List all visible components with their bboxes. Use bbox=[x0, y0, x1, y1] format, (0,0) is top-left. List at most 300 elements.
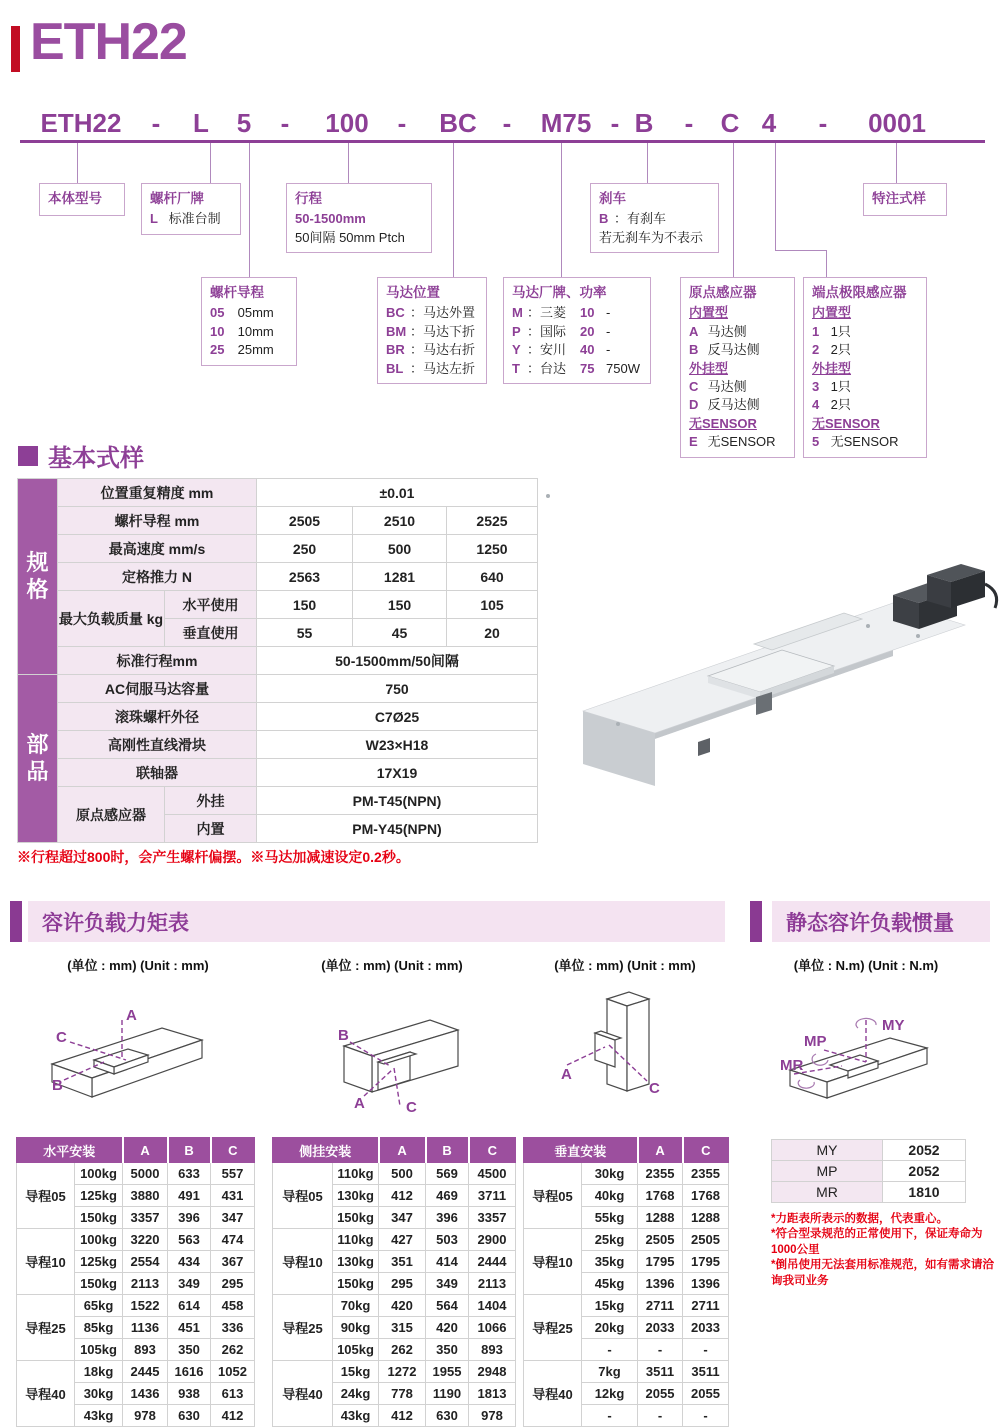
moment-value-cell: 412 bbox=[211, 1405, 255, 1427]
load-mass-cell: 150kg bbox=[75, 1207, 123, 1229]
model-segment: - bbox=[280, 108, 290, 138]
callout-title: 原点感应器 bbox=[689, 285, 757, 300]
callout-row bbox=[599, 229, 710, 247]
load-column-header: A bbox=[123, 1138, 168, 1163]
callout-row bbox=[689, 415, 786, 433]
moment-value-cell: 1436 bbox=[123, 1383, 168, 1405]
callout-limit-sensor bbox=[803, 277, 927, 458]
table-row bbox=[17, 1229, 255, 1251]
connector-line bbox=[896, 143, 897, 183]
moment-value-cell: 350 bbox=[426, 1339, 469, 1361]
callout-code: E bbox=[689, 434, 698, 450]
callout-code: BC bbox=[386, 305, 405, 321]
moment-value-cell: 1288 bbox=[638, 1207, 683, 1229]
spec-sub-label-cell: 水平使用 bbox=[165, 591, 257, 619]
axis-label: A bbox=[561, 1066, 572, 1083]
load-mass-cell: 45kg bbox=[582, 1273, 638, 1295]
load-mass-cell: 125kg bbox=[75, 1251, 123, 1273]
callout-code: C bbox=[689, 378, 699, 394]
moment-value-cell: 1396 bbox=[683, 1273, 729, 1295]
table-row bbox=[17, 1295, 255, 1317]
callout-row bbox=[689, 341, 786, 359]
load-table-header-row bbox=[524, 1138, 729, 1163]
moment-value-cell: 2900 bbox=[469, 1229, 516, 1251]
callout-code: L bbox=[150, 211, 158, 227]
unit-label: (单位 : mm) (Unit : mm) bbox=[554, 958, 696, 973]
model-segment: - bbox=[502, 108, 512, 138]
spec-row bbox=[18, 787, 538, 815]
callout-code: 25 bbox=[210, 342, 225, 358]
callout-title: 马达厂牌、功率 bbox=[512, 285, 607, 300]
spec-value-cell: 1281 bbox=[353, 563, 447, 591]
spec-sub-label-cell: 外挂 bbox=[165, 787, 257, 815]
callout-text: 有刹车 bbox=[627, 211, 667, 227]
lead-group-cell: 导程40 bbox=[17, 1361, 75, 1427]
moment-banner-bar bbox=[10, 901, 22, 942]
spec-sub-label-cell: 内置 bbox=[165, 815, 257, 843]
callout-title: 本体型号 bbox=[48, 191, 102, 206]
moment-value-cell: 2948 bbox=[469, 1361, 516, 1383]
load-table bbox=[16, 1137, 255, 1427]
axis-label: MR bbox=[780, 1057, 804, 1074]
spec-value-cell: 2505 bbox=[257, 507, 353, 535]
callout-subheading: 无SENSOR bbox=[812, 415, 880, 431]
product-image bbox=[548, 496, 1000, 808]
callout-row bbox=[689, 304, 786, 322]
spec-label-cell: AC伺服马达容量 bbox=[58, 675, 257, 703]
callout-row bbox=[512, 341, 642, 359]
load-table-side bbox=[272, 1137, 516, 1427]
spec-value-cell: 45 bbox=[353, 619, 447, 647]
moment-value-cell: 2033 bbox=[638, 1317, 683, 1339]
axis-label: B bbox=[338, 1027, 349, 1044]
moment-value-cell: 262 bbox=[379, 1339, 426, 1361]
moment-value-cell: 350 bbox=[168, 1339, 211, 1361]
inertia-axes-diagram bbox=[780, 1008, 980, 1108]
moment-value-cell: - bbox=[683, 1405, 729, 1427]
callout-power: 40 bbox=[580, 342, 595, 358]
spec-row bbox=[18, 675, 538, 703]
moment-value-cell: 451 bbox=[168, 1317, 211, 1339]
callout-text: 反马达侧 bbox=[707, 397, 760, 413]
lead-group-cell: 导程05 bbox=[524, 1163, 582, 1229]
load-mass-cell: - bbox=[582, 1339, 638, 1361]
callout-row bbox=[812, 415, 918, 433]
load-mass-cell: 100kg bbox=[75, 1229, 123, 1251]
spec-label-cell: 最高速度 mm/s bbox=[58, 535, 257, 563]
spec-section-header bbox=[18, 438, 144, 473]
load-mass-cell: 125kg bbox=[75, 1185, 123, 1207]
moment-banner bbox=[28, 901, 725, 942]
model-segment: - bbox=[397, 108, 407, 138]
inertia-note-line: *倒吊使用无法套用标准规范，如有需求请洽询我司业务 bbox=[771, 1259, 994, 1287]
callout-separator: ： bbox=[614, 211, 628, 227]
spec-note: ※行程超过800时，会产生螺杆偏摆。※马达加减速设定0.2秒。 bbox=[17, 849, 410, 865]
callout-row bbox=[812, 341, 918, 359]
load-column-header: C bbox=[469, 1138, 516, 1163]
callout-row bbox=[812, 396, 918, 414]
callout-text: 05mm bbox=[237, 305, 274, 321]
table-row bbox=[772, 1140, 966, 1161]
callout-subheading: 外挂型 bbox=[689, 360, 729, 376]
lead-group-cell: 导程40 bbox=[273, 1361, 333, 1427]
moment-section-title: 容许负载力矩表 bbox=[42, 911, 189, 935]
callout-text: 标准台制 bbox=[168, 211, 221, 227]
callout-separator: ： bbox=[410, 305, 424, 321]
callout-text: 10mm bbox=[237, 323, 274, 339]
axis-label: MP bbox=[804, 1033, 827, 1050]
axis-label: B bbox=[52, 1077, 63, 1094]
inertia-value-cell: 2052 bbox=[883, 1140, 966, 1161]
load-column-header: A bbox=[379, 1138, 426, 1163]
moment-value-cell: 1768 bbox=[683, 1185, 729, 1207]
callout-text: 安川 bbox=[540, 342, 567, 358]
inertia-axis-cell: MR bbox=[772, 1182, 883, 1203]
callout-origin-sensor bbox=[680, 277, 795, 458]
load-mass-cell: 40kg bbox=[582, 1185, 638, 1207]
spec-label-cell: 最大负载质量 kg bbox=[58, 591, 165, 647]
brand-accent-bar bbox=[11, 26, 20, 72]
lead-group-cell: 导程10 bbox=[524, 1229, 582, 1295]
callout-suffix: - bbox=[606, 342, 611, 358]
callout-code: B bbox=[689, 342, 699, 358]
callout-row bbox=[812, 433, 918, 451]
spec-row bbox=[18, 759, 538, 787]
load-mass-cell: 20kg bbox=[582, 1317, 638, 1339]
load-table-vertical bbox=[523, 1137, 729, 1427]
moment-value-cell: 1955 bbox=[426, 1361, 469, 1383]
inertia-note-line: *力距表所表示的数据，代表重心。 bbox=[771, 1213, 948, 1225]
moment-value-cell: 2505 bbox=[683, 1229, 729, 1251]
callout-row bbox=[689, 378, 786, 396]
load-mass-cell: 130kg bbox=[333, 1251, 379, 1273]
spec-row bbox=[18, 731, 538, 759]
table-row bbox=[772, 1182, 966, 1203]
moment-value-cell: 2444 bbox=[469, 1251, 516, 1273]
load-mass-cell: 43kg bbox=[333, 1405, 379, 1427]
moment-value-cell: 295 bbox=[379, 1273, 426, 1295]
axis-label: MY bbox=[882, 1017, 905, 1034]
callout-code: P bbox=[512, 323, 521, 339]
callout-text: 1只 bbox=[830, 323, 851, 339]
callout-suffix: - bbox=[606, 323, 611, 339]
moment-value-cell: 315 bbox=[379, 1317, 426, 1339]
load-mass-cell: 90kg bbox=[333, 1317, 379, 1339]
moment-value-cell: 3511 bbox=[683, 1361, 729, 1383]
moment-value-cell: 469 bbox=[426, 1185, 469, 1207]
callout-text: 50间隔 50mm Ptch bbox=[295, 229, 405, 245]
moment-value-cell: 2711 bbox=[638, 1295, 683, 1317]
spec-label-cell: 定格推力 N bbox=[58, 563, 257, 591]
moment-value-cell: 778 bbox=[379, 1383, 426, 1405]
callout-title: 特注式样 bbox=[872, 191, 926, 206]
callout-row bbox=[210, 304, 288, 322]
callout-code: M bbox=[512, 305, 523, 321]
load-mass-cell: - bbox=[582, 1405, 638, 1427]
spec-label-cell: 标准行程mm bbox=[58, 647, 257, 675]
callout-value: 50-1500mm bbox=[295, 211, 366, 227]
moment-value-cell: 412 bbox=[379, 1185, 426, 1207]
axis-label: A bbox=[354, 1095, 365, 1112]
callout-row bbox=[386, 341, 478, 359]
connector-line bbox=[210, 143, 211, 183]
callout-code: BM bbox=[386, 323, 407, 339]
table-row bbox=[273, 1163, 516, 1185]
model-segment: 4 bbox=[761, 108, 777, 138]
moment-value-cell: 893 bbox=[123, 1339, 168, 1361]
callout-motor-position bbox=[377, 277, 487, 384]
callout-row bbox=[386, 304, 478, 322]
moment-value-cell: 420 bbox=[426, 1317, 469, 1339]
moment-value-cell: 613 bbox=[211, 1383, 255, 1405]
spec-value-cell: 750 bbox=[257, 675, 538, 703]
lead-group-cell: 导程25 bbox=[524, 1295, 582, 1361]
callout-title: 行程 bbox=[295, 191, 322, 206]
moment-value-cell: 3711 bbox=[469, 1185, 516, 1207]
callout-motor-brand-power bbox=[503, 277, 651, 384]
model-segment: - bbox=[610, 108, 620, 138]
callout-title: 马达位置 bbox=[386, 285, 440, 300]
axis-label: C bbox=[406, 1099, 417, 1116]
inertia-table bbox=[771, 1139, 966, 1203]
load-column-header: C bbox=[211, 1138, 255, 1163]
callout-suffix: - bbox=[606, 305, 611, 321]
load-mass-cell: 105kg bbox=[75, 1339, 123, 1361]
callout-row bbox=[599, 210, 710, 228]
callout-text: 马达侧 bbox=[707, 323, 747, 339]
moment-value-cell: 563 bbox=[168, 1229, 211, 1251]
horizontal-mount-diagram bbox=[40, 1000, 230, 1110]
load-mass-cell: 25kg bbox=[582, 1229, 638, 1251]
moment-value-cell: 474 bbox=[211, 1229, 255, 1251]
spec-value-cell: 17X19 bbox=[257, 759, 538, 787]
table-row bbox=[273, 1229, 516, 1251]
load-column-header: C bbox=[683, 1138, 729, 1163]
model-segment: ETH22 bbox=[40, 108, 122, 138]
moment-value-cell: 351 bbox=[379, 1251, 426, 1273]
unit-label: (单位 : mm) (Unit : mm) bbox=[67, 958, 209, 973]
spec-label-cell: 原点感应器 bbox=[58, 787, 165, 843]
model-segment: 5 bbox=[236, 108, 252, 138]
callout-row bbox=[689, 433, 786, 451]
callout-separator: ： bbox=[527, 323, 541, 339]
load-mass-cell: 15kg bbox=[582, 1295, 638, 1317]
callout-row bbox=[689, 396, 786, 414]
spec-label-cell: 位置重复精度 mm bbox=[58, 479, 257, 507]
callout-separator: ： bbox=[527, 305, 541, 321]
load-mass-cell: 65kg bbox=[75, 1295, 123, 1317]
spec-value-cell: 500 bbox=[353, 535, 447, 563]
callout-text: 马达下折 bbox=[423, 323, 476, 339]
moment-value-cell: 938 bbox=[168, 1383, 211, 1405]
connector-line bbox=[561, 143, 562, 277]
lead-group-cell: 导程10 bbox=[17, 1229, 75, 1295]
callout-text: 三菱 bbox=[540, 305, 567, 321]
moment-value-cell: 2711 bbox=[683, 1295, 729, 1317]
moment-value-cell: 3220 bbox=[123, 1229, 168, 1251]
callout-title: 螺杆厂牌 bbox=[150, 191, 204, 206]
callout-code: 10 bbox=[210, 323, 225, 339]
callout-text: 无SENSOR bbox=[830, 434, 899, 450]
callout-code: A bbox=[689, 323, 699, 339]
callout-text: 马达左折 bbox=[423, 360, 476, 376]
spec-value-cell: 150 bbox=[257, 591, 353, 619]
callout-text: 马达外置 bbox=[423, 305, 476, 321]
model-segment: M75 bbox=[540, 108, 592, 138]
moment-value-cell: 978 bbox=[123, 1405, 168, 1427]
moment-value-cell: 412 bbox=[379, 1405, 426, 1427]
inertia-axis-cell: MY bbox=[772, 1140, 883, 1161]
spec-value-cell: ±0.01 bbox=[257, 479, 538, 507]
moment-value-cell: 431 bbox=[211, 1185, 255, 1207]
moment-value-cell: 893 bbox=[469, 1339, 516, 1361]
unit-label: (单位 : mm) (Unit : mm) bbox=[321, 958, 463, 973]
callout-text: 2只 bbox=[830, 397, 851, 413]
callout-row bbox=[512, 323, 642, 341]
moment-value-cell: 630 bbox=[426, 1405, 469, 1427]
moment-value-cell: 614 bbox=[168, 1295, 211, 1317]
moment-value-cell: 3511 bbox=[638, 1361, 683, 1383]
callout-power: 20 bbox=[580, 323, 595, 339]
callout-row bbox=[210, 341, 288, 359]
spec-row bbox=[18, 563, 538, 591]
moment-value-cell: 1052 bbox=[211, 1361, 255, 1383]
moment-value-cell: 262 bbox=[211, 1339, 255, 1361]
callout-text: 25mm bbox=[237, 342, 274, 358]
table-row bbox=[524, 1361, 729, 1383]
callout-text: 1只 bbox=[830, 378, 851, 394]
callout-row bbox=[386, 323, 478, 341]
inertia-axis-cell: MP bbox=[772, 1161, 883, 1182]
callout-row bbox=[295, 229, 423, 247]
moment-value-cell: 1795 bbox=[638, 1251, 683, 1273]
moment-value-cell: 491 bbox=[168, 1185, 211, 1207]
load-mass-cell: 12kg bbox=[582, 1383, 638, 1405]
moment-value-cell: 3357 bbox=[469, 1207, 516, 1229]
moment-value-cell: 978 bbox=[469, 1405, 516, 1427]
spec-row bbox=[18, 703, 538, 731]
callout-row bbox=[210, 323, 288, 341]
callout-text: 国际 bbox=[540, 323, 567, 339]
load-table-title: 水平安装 bbox=[17, 1138, 123, 1163]
moment-value-cell: 420 bbox=[379, 1295, 426, 1317]
callout-row bbox=[512, 360, 642, 378]
spec-value-cell: 2525 bbox=[447, 507, 538, 535]
connector-line bbox=[249, 143, 250, 277]
connector-line bbox=[348, 143, 349, 183]
load-table-horizontal bbox=[16, 1137, 255, 1427]
axis-label: C bbox=[56, 1029, 67, 1046]
spec-value-cell: PM-T45(NPN) bbox=[257, 787, 538, 815]
callout-stroke bbox=[286, 183, 432, 253]
moment-value-cell: 1404 bbox=[469, 1295, 516, 1317]
moment-value-cell: 564 bbox=[426, 1295, 469, 1317]
side-mount-diagram bbox=[330, 1008, 480, 1118]
moment-value-cell: 2055 bbox=[683, 1383, 729, 1405]
moment-value-cell: 1288 bbox=[683, 1207, 729, 1229]
moment-value-cell: 1813 bbox=[469, 1383, 516, 1405]
table-row bbox=[524, 1163, 729, 1185]
spec-value-cell: C7Ø25 bbox=[257, 703, 538, 731]
char: 格 bbox=[26, 576, 49, 602]
load-table-title: 侧挂安装 bbox=[273, 1138, 379, 1163]
callout-power: 10 bbox=[580, 305, 595, 321]
callout-text: 台达 bbox=[540, 360, 567, 376]
table-row bbox=[273, 1361, 516, 1383]
callout-body-model bbox=[39, 183, 125, 216]
lead-group-cell: 导程10 bbox=[273, 1229, 333, 1295]
moment-value-cell: 633 bbox=[168, 1163, 211, 1185]
load-table bbox=[272, 1137, 516, 1427]
spec-group-label bbox=[18, 675, 58, 843]
callout-row bbox=[812, 304, 918, 322]
load-mass-cell: 15kg bbox=[333, 1361, 379, 1383]
callout-row bbox=[689, 323, 786, 341]
callout-text: 马达右折 bbox=[423, 342, 476, 358]
spec-value-cell: 2563 bbox=[257, 563, 353, 591]
callout-text: 马达侧 bbox=[707, 378, 747, 394]
lead-group-cell: 导程05 bbox=[17, 1163, 75, 1229]
moment-value-cell: 347 bbox=[211, 1207, 255, 1229]
moment-value-cell: 434 bbox=[168, 1251, 211, 1273]
model-code bbox=[0, 108, 1000, 142]
load-mass-cell: 18kg bbox=[75, 1361, 123, 1383]
moment-value-cell: 1522 bbox=[123, 1295, 168, 1317]
moment-value-cell: 4500 bbox=[469, 1163, 516, 1185]
model-segment: C bbox=[720, 108, 740, 138]
callout-row bbox=[812, 378, 918, 396]
callout-subheading: 内置型 bbox=[689, 305, 729, 321]
char: 规 bbox=[26, 550, 49, 576]
inertia-banner bbox=[772, 901, 990, 942]
moment-value-cell: 336 bbox=[211, 1317, 255, 1339]
callout-row bbox=[689, 360, 786, 378]
moment-value-cell: 503 bbox=[426, 1229, 469, 1251]
spec-label-cell: 螺杆导程 mm bbox=[58, 507, 257, 535]
spec-value-cell: W23×H18 bbox=[257, 731, 538, 759]
table-row bbox=[17, 1361, 255, 1383]
load-table-header-row bbox=[273, 1138, 516, 1163]
model-segment: BC bbox=[439, 108, 477, 138]
callout-code: B bbox=[599, 211, 609, 227]
model-segment: B bbox=[634, 108, 654, 138]
callout-code: 3 bbox=[812, 378, 820, 394]
moment-value-cell: 349 bbox=[426, 1273, 469, 1295]
callout-row bbox=[295, 210, 423, 228]
load-column-header: A bbox=[638, 1138, 683, 1163]
callout-code: 4 bbox=[812, 397, 820, 413]
callout-separator: ： bbox=[410, 323, 424, 339]
callout-code: 1 bbox=[812, 323, 820, 339]
load-table-title: 垂直安装 bbox=[524, 1138, 638, 1163]
callout-screw-brand bbox=[141, 183, 241, 235]
callout-title: 刹车 bbox=[599, 191, 626, 206]
callout-brake bbox=[590, 183, 719, 253]
unit-label: (单位 : N.m) (Unit : N.m) bbox=[793, 958, 939, 973]
callout-custom-spec bbox=[863, 183, 947, 216]
moment-value-cell: 2554 bbox=[123, 1251, 168, 1273]
load-mass-cell: 150kg bbox=[75, 1273, 123, 1295]
moment-value-cell: 2505 bbox=[638, 1229, 683, 1251]
spec-value-cell: 2510 bbox=[353, 507, 447, 535]
spec-label-cell: 滚珠螺杆外径 bbox=[58, 703, 257, 731]
inertia-notes bbox=[771, 1212, 995, 1289]
spec-sub-label-cell: 垂直使用 bbox=[165, 619, 257, 647]
callout-subheading: 无SENSOR bbox=[689, 415, 757, 431]
moment-value-cell: 3880 bbox=[123, 1185, 168, 1207]
lead-group-cell: 导程40 bbox=[524, 1361, 582, 1427]
moment-value-cell: 1136 bbox=[123, 1317, 168, 1339]
